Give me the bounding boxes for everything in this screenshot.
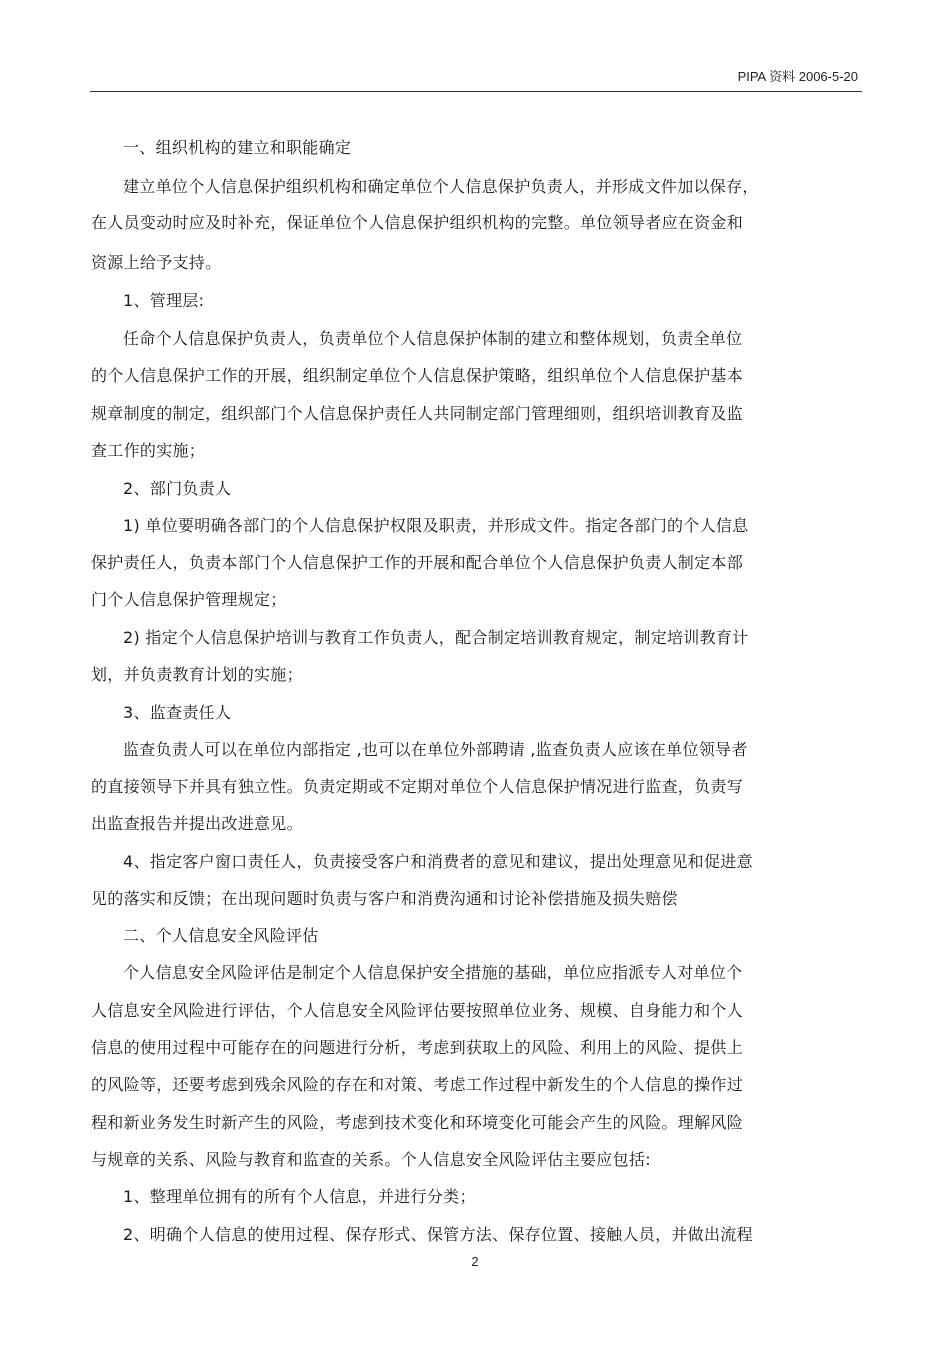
paragraph-line: 4、指定客户窗口责任人，负责接受客户和消费者的意见和建议，提出处理意见和促进意	[123, 852, 753, 871]
header-rule	[90, 91, 862, 92]
paragraph-line: 信息的使用过程中可能存在的问题进行分析，考虑到获取上的风险、利用上的风险、提供上	[91, 1038, 744, 1057]
paragraph-line: 建立单位个人信息保护组织机构和确定单位个人信息保护负责人，并形成文件加以保存，	[123, 177, 759, 196]
page-number: 2	[471, 1254, 479, 1269]
paragraph-line: 与规章的关系、风险与教育和监查的关系。个人信息安全风险评估主要应包括:	[91, 1150, 651, 1169]
paragraph-line: 查工作的实施；	[91, 441, 206, 460]
paragraph-line: 划，并负责教育计划的实施；	[91, 665, 303, 684]
paragraph-line: 监查负责人可以在单位内部指定 ,也可以在单位外部聘请 ,监查负责人应该在单位领导者	[123, 740, 748, 759]
paragraph-line: 的风险等，还要考虑到残余风险的存在和对策、考虑工作过程中新发生的个人信息的操作过	[91, 1075, 744, 1094]
paragraph-line: 出监查报告并提出改进意见。	[91, 814, 303, 833]
paragraph-line: 个人信息安全风险评估是制定个人信息保护安全措施的基础，单位应指派专人对单位个	[123, 963, 743, 982]
paragraph-line: 任命个人信息保护负责人，负责单位个人信息保护体制的建立和整体规划，负责全单位	[123, 329, 743, 348]
header-text: PIPA 资料 2006-5-20	[737, 69, 858, 84]
paragraph-line: 保护责任人，负责本部门个人信息保护工作的开展和配合单位个人信息保护负责人制定本部	[91, 553, 744, 572]
paragraph-line: 资源上给予支持。	[91, 253, 222, 272]
paragraph-line: 2) 指定个人信息保护培训与教育工作负责人，配合制定培训教育规定，制定培训教育计	[123, 628, 749, 647]
list-item: 1、整理单位拥有的所有个人信息，并进行分类；	[123, 1187, 476, 1206]
paragraph-line: 的直接领导下并具有独立性。负责定期或不定期对单位个人信息保护情况进行监查，负责写	[91, 777, 744, 796]
paragraph-line: 人信息安全风险进行评估，个人信息安全风险评估要按照单位业务、规模、自身能力和个人	[91, 1001, 744, 1020]
paragraph-line: 规章制度的制定，组织部门个人信息保护责任人共同制定部门管理细则，组织培训教育及监	[91, 404, 744, 423]
subsection-heading: 3、监查责任人	[123, 703, 232, 722]
paragraph-line: 1) 单位要明确各部门的个人信息保护权限及职责，并形成文件。指定各部门的个人信息	[123, 516, 749, 535]
paragraph-line: 的个人信息保护工作的开展，组织制定单位个人信息保护策略，组织单位个人信息保护基本	[91, 366, 744, 385]
list-item: 2、明确个人信息的使用过程、保存形式、保管方法、保存位置、接触人员，并做出流程	[123, 1225, 753, 1244]
paragraph-line: 见的落实和反馈；在出现问题时负责与客户和消费沟通和讨论补偿措施及损失赔偿	[91, 889, 678, 908]
subsection-heading: 1、管理层:	[123, 291, 205, 310]
paragraph-line: 程和新业务发生时新产生的风险，考虑到技术变化和环境变化可能会产生的风险。理解风险	[91, 1113, 744, 1132]
section-heading-2: 二、个人信息安全风险评估	[123, 926, 319, 945]
subsection-heading: 2、部门负责人	[123, 479, 232, 498]
paragraph-line: 在人员变动时应及时补充，保证单位个人信息保护组织机构的完整。单位领导者应在资金和	[91, 213, 744, 232]
paragraph-line: 门个人信息保护管理规定；	[91, 590, 287, 609]
section-heading-1: 一、组织机构的建立和职能确定	[123, 138, 352, 157]
